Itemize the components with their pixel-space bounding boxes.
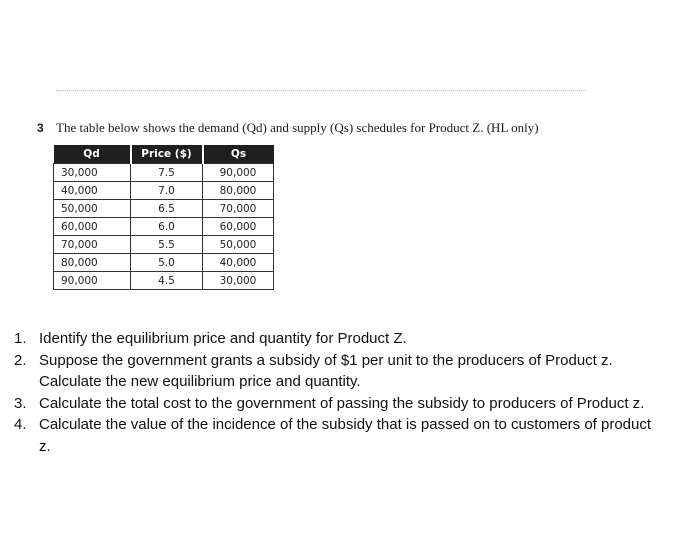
cell-qd: 40,000 (54, 182, 131, 200)
task-item (14, 393, 664, 415)
cell-price: 4.5 (131, 272, 203, 290)
table-row (54, 236, 274, 254)
header-qs: Qs (203, 145, 274, 164)
task-number: 1. (14, 330, 27, 347)
task-text: Identify the equilibrium price and quantity for Product Z. (39, 330, 407, 347)
cell-price: 7.5 (131, 164, 203, 182)
cell-price: 7.0 (131, 182, 203, 200)
task-number: 4. (14, 416, 27, 433)
cell-qd: 30,000 (54, 164, 131, 182)
table-row (54, 182, 274, 200)
cell-price: 5.5 (131, 236, 203, 254)
task-item (14, 414, 664, 457)
cell-qs: 60,000 (203, 218, 274, 236)
cell-qd: 60,000 (54, 218, 131, 236)
cell-qs: 30,000 (203, 272, 274, 290)
task-number: 3. (14, 394, 27, 412)
cell-price: 6.5 (131, 200, 203, 218)
question-text: The table below shows the demand (Qd) and supply (Qs) schedules for Product Z. (HL only) (56, 120, 539, 135)
task-text: Calculate the value of the incidence of the subsidy that is passed on to customers of product z. (39, 416, 652, 455)
cell-qd: 50,000 (54, 200, 131, 218)
task-item (14, 350, 664, 393)
dotted-divider (56, 90, 586, 91)
header-price: Price ($) (131, 145, 203, 164)
task-list (14, 328, 664, 457)
table-row (54, 272, 274, 290)
question-number: 3 (37, 121, 44, 135)
header-qd: Qd (54, 145, 131, 164)
cell-qd: 70,000 (54, 236, 131, 254)
task-text: Calculate the total cost to the government of passing the subsidy to producers of Product z. (39, 394, 645, 412)
task-number: 2. (14, 351, 27, 369)
cell-price: 6.0 (131, 218, 203, 236)
table-row (54, 200, 274, 218)
cell-qs: 50,000 (203, 236, 274, 254)
question-heading (37, 120, 637, 136)
table-row (54, 164, 274, 182)
task-item (14, 328, 664, 350)
cell-price: 5.0 (131, 254, 203, 272)
cell-qs: 40,000 (203, 254, 274, 272)
task-text: Suppose the government grants a subsidy of $1 per unit to the producers of Product z. Calculate the new equilibrium price and quantity. (39, 351, 613, 390)
cell-qs: 70,000 (203, 200, 274, 218)
cell-qs: 90,000 (203, 164, 274, 182)
table-row (54, 218, 274, 236)
cell-qs: 80,000 (203, 182, 274, 200)
cell-qd: 80,000 (54, 254, 131, 272)
table-row (54, 254, 274, 272)
demand-supply-table (53, 145, 274, 290)
table-header-row (54, 145, 274, 164)
cell-qd: 90,000 (54, 272, 131, 290)
